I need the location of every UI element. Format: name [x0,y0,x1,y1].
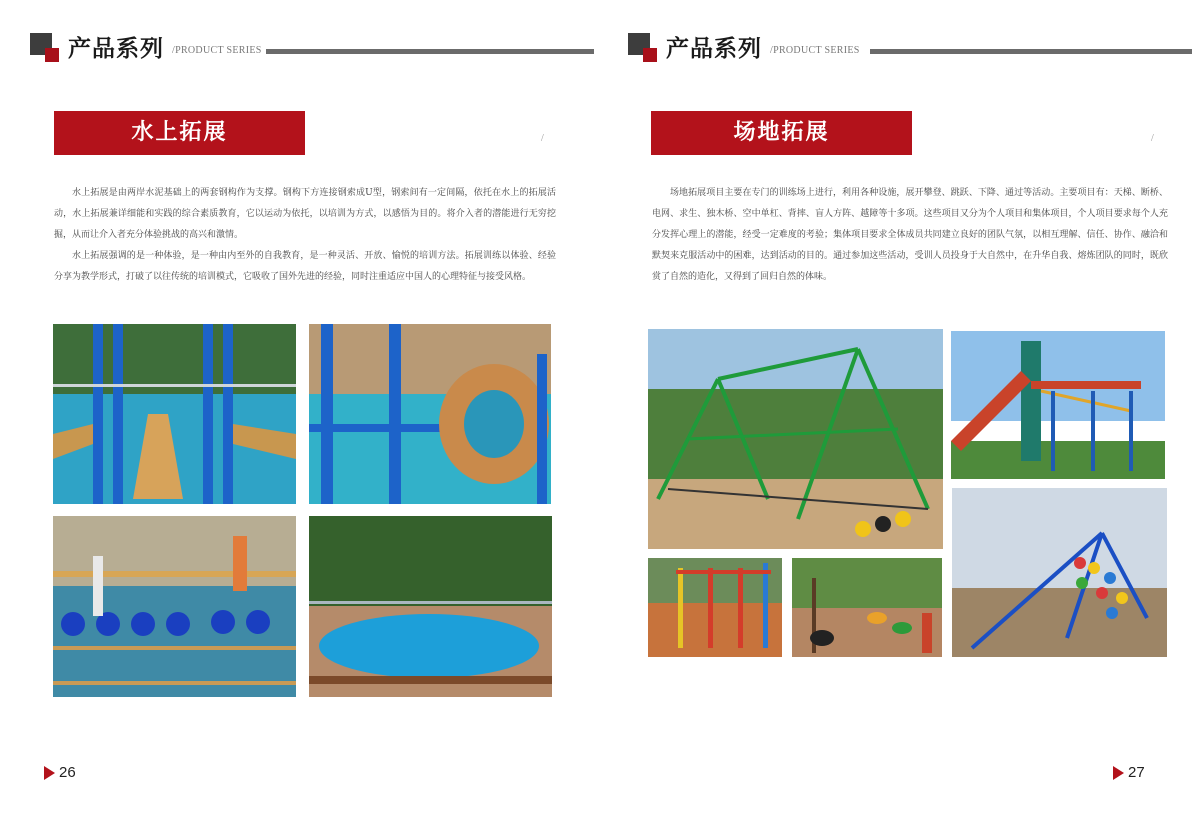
header-square-red [45,48,59,62]
header-subtitle: /PRODUCT SERIES [172,45,262,56]
header-rule [266,49,594,54]
photo-colorful-poles [648,558,782,657]
header-subtitle: /PRODUCT SERIES [770,45,860,56]
header-square-red [643,48,657,62]
page-number [44,764,76,781]
body-text [54,183,556,288]
photo-tire-a-frame [952,488,1167,657]
section-title-banner: 场地拓展 [651,111,912,155]
photo-water-rope-bridge [53,324,296,504]
photo-water-wheel [309,324,551,504]
right-page [600,0,1200,819]
photo-green-climbing-frame [648,329,943,549]
paragraph: 水上拓展是由两岸水泥基础上的两套钢构作为支撑。钢构下方连接钢索成U型，钢索间有一定间隔，依托在水上的拓展活动，水上拓展兼详细能和实践的综合素质教育，它以运动为依托，以培训为方式，以感悟为目的。将介入者的潜能进行无穷挖掘，从而让介入者充分体验挑战的高兴和激情。 [54,188,556,240]
page-number [1113,764,1145,781]
slash-mark: / [1151,133,1154,144]
paragraph: 水上拓展强调的是一种体验，是一种由内至外的自我教育，是一种灵活、开放、愉悦的培训方法。拓展训练以体验、经验分享为教学形式，打破了以往传统的培训模式，它吸收了国外先进的经验，同时注重适应中国人的心理特征与接受风格。 [54,251,556,282]
body-text [652,183,1168,288]
slash-mark: / [541,133,544,144]
photo-obstacle-tower [951,331,1165,479]
triangle-icon [1113,766,1124,780]
header-title: 产品系列 [68,36,164,62]
photo-outdoor-pool [309,516,552,697]
triangle-icon [44,766,55,780]
photo-tire-course [792,558,942,657]
page-number-text: 27 [1128,764,1145,781]
page-number-text: 26 [59,764,76,781]
header-title: 产品系列 [666,36,762,62]
paragraph: 场地拓展项目主要在专门的训练场上进行，利用各种设施，展开攀登、跳跃、下降、通过等活动。主要项目有：天梯、断桥、电网、求生、独木桥、空中单杠、背摔、盲人方阵、越障等十多项。这些项目又分为个人项目和集体项目，个人项目要求每个人充分发挥心理上的潜能，经受一定难度的考验；集体项目要求全体成员共同建立良好的团队气氛，以相互理解、信任、协作、融洽和默契来克服活动中的困难，达到活动的目的。通过参加这些活动，受训人员投身于大自然中，在升华自我、熔炼团队的同时，既欣赏了自然的造化，又得到了回归自然的体味。 [652,188,1168,282]
section-title-banner: 水上拓展 [54,111,305,155]
photo-floating-barrels [53,516,296,697]
header-rule [870,49,1192,54]
